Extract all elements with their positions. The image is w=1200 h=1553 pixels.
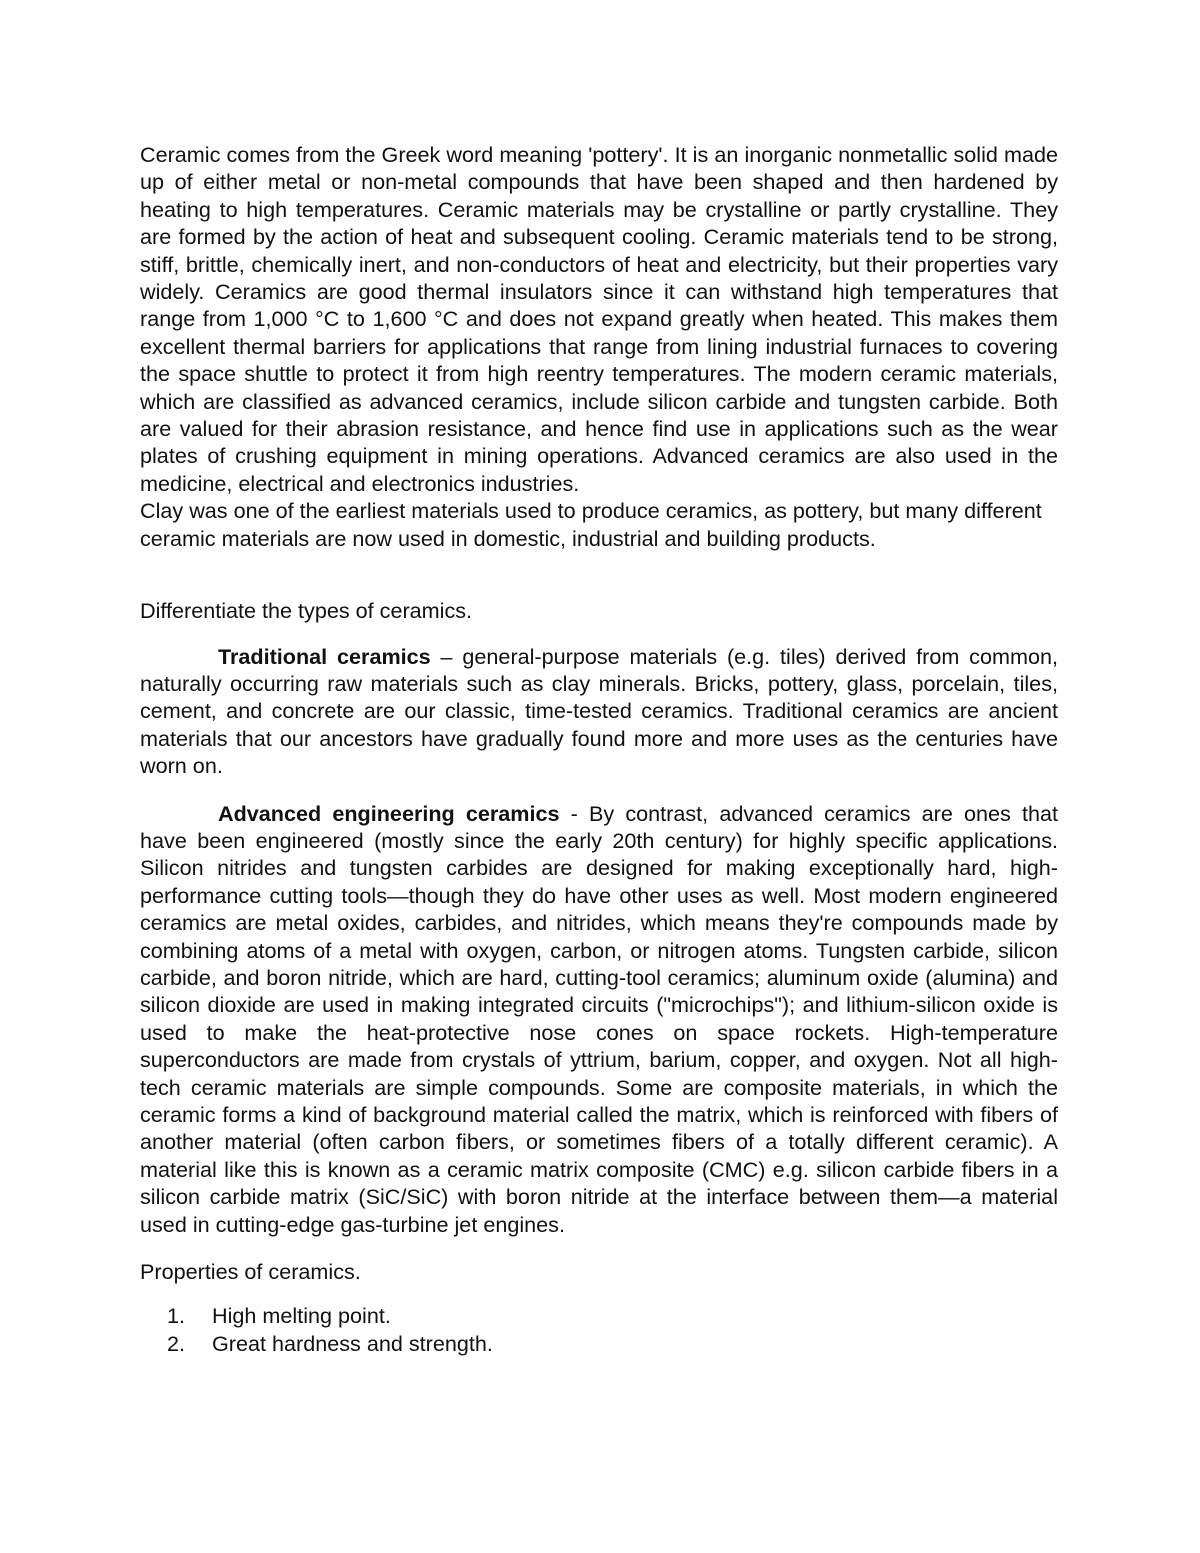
list-item [140,1330,1058,1357]
advanced-ceramics-term: Advanced engineering ceramics [218,800,560,826]
types-heading: Differentiate the types of ceramics. [140,598,473,624]
document-page [140,141,1058,1357]
list-item-text: Great hardness and strength. [212,1330,493,1356]
traditional-ceramics-paragraph [140,643,1058,780]
list-item-text: High melting point. [212,1303,391,1329]
intro-paragraph: Ceramic comes from the Greek word meaning 'pottery'. It is an inorganic nonmetallic solid made up of either metal or non-metal compounds that have been shaped and then hardened by heating to high temperatures. Ceramic materials may be crystalline or partly crystalline. They are formed by the action of heat and subsequent cooling. Ceramic materials tend to be strong, stiff, brittle, chemically inert, and non-conductors of heat and electricity, but their properties vary widely. Ceramics are good thermal insulators since it can withstand high temperatures that range from 1,000 °C to 1,600 °C and does not expand greatly when heated. This makes them excellent thermal barriers for applications that range from lining industrial furnaces to covering the space shuttle to protect it from high reentry temperatures. The modern ceramic materials, which are classified as advanced ceramics, include silicon carbide and tungsten carbide. Both are valued for their abrasion resistance, and hence find use in applications such as the wear plates of crushing equipment in mining operations. Advanced ceramics are also used in the medicine, electrical and electronics industries. [140,142,1058,496]
properties-list [140,1302,1058,1357]
list-item-number: 2. [166,1330,185,1356]
traditional-ceramics-text: – general-purpose materials (e.g. tiles) derived from common, naturally occurring raw materials such as clay minerals. Bricks, pottery, glass, porcelain, tiles, cement, and concrete are our classic, time-tested ceramics. Traditional ceramics are ancient materials that our ancestors have gradually found more and more uses as the centuries have worn on. [140,643,1058,779]
list-item [140,1302,1058,1329]
traditional-ceramics-term: Traditional ceramics [218,643,431,669]
properties-heading: Properties of ceramics. [140,1259,361,1285]
clay-paragraph: Clay was one of the earliest materials used to produce ceramics, as pottery, but many different ceramic materials are now used in domestic, industrial and building products. [140,498,1042,551]
advanced-ceramics-text: - By contrast, advanced ceramics are ones that have been engineered (mostly since the early 20th century) for highly specific applications. Silicon nitrides and tungsten carbides are designed for making exceptionally hard, high-performance cutting tools—though they do have other uses as well. Most modern engineered ceramics are metal oxides, carbides, and nitrides, which means they're compounds made by combining atoms of a metal with oxygen, carbon, or nitrogen atoms. Tungsten carbide, silicon carbide, and boron nitride, which are hard, cutting-tool ceramics; aluminum oxide (alumina) and silicon dioxide are used in making integrated circuits ("microchips"); and lithium-silicon oxide is used to make the heat-protective nose cones on space rockets. High-temperature superconductors are made from crystals of yttrium, barium, copper, and oxygen. Not all high-tech ceramic materials are simple compounds. Some are composite materials, in which the ceramic forms a kind of background material called the matrix, which is reinforced with fibers of another material (often carbon fibers, or sometimes fibers of a totally different ceramic). A material like this is known as a ceramic matrix composite (CMC) e.g. silicon carbide fibers in a silicon carbide matrix (SiC/SiC) with boron nitride at the interface between them—a material used in cutting-edge gas-turbine jet engines. [140,800,1058,1237]
list-item-number: 1. [166,1303,185,1329]
advanced-ceramics-paragraph [140,800,1058,1239]
